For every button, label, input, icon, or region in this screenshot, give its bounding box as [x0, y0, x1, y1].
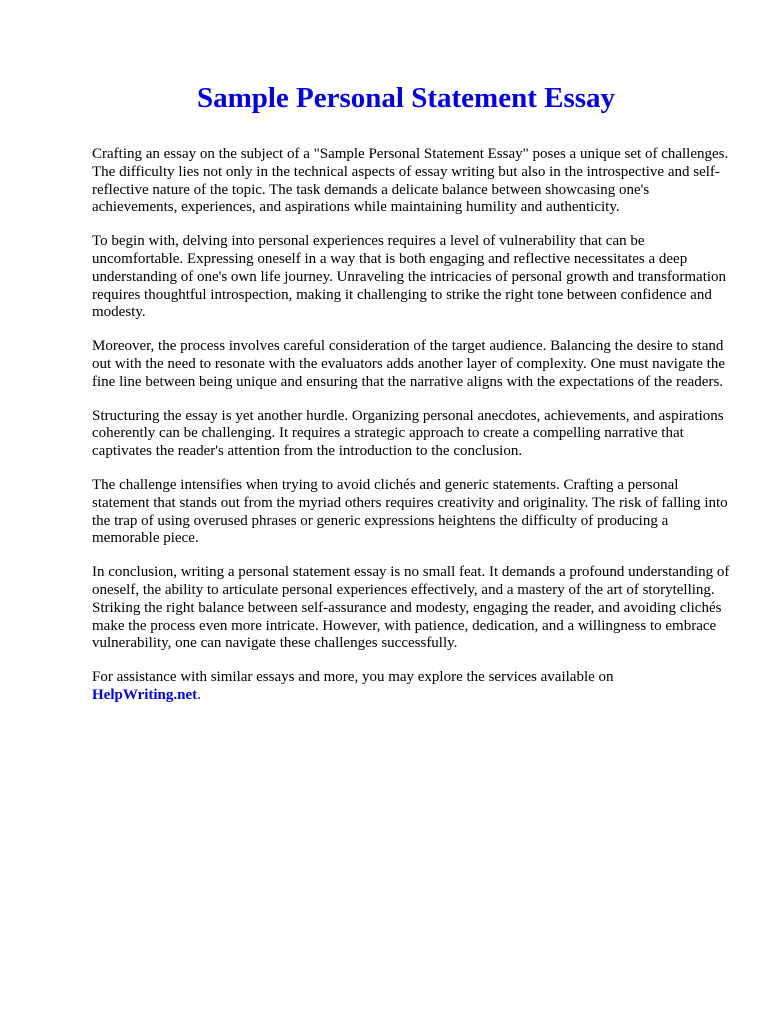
paragraph-3: Moreover, the process involves careful consideration of the target audience. Balancing the desire to stand out with the need to resonate with the evaluators adds another layer of complexity. One must navigate the fine line between being unique and ensuring that the narrative aligns with the expectations of the readers. — [92, 338, 726, 390]
paragraph-6: In conclusion, writing a personal statement essay is no small feat. It demands a profound understanding of oneself, the ability to articulate personal experiences effectively, and a mastery of the art of storytelling. Striking the right balance between self-assurance and modesty, engaging the reader, and avoiding clichés make the process even more intricate. However, with patience, dedication, and a willingness to embrace vulnerability, one can navigate these challenges successfully. — [92, 564, 730, 652]
paragraph-2: To begin with, delving into personal experiences requires a level of vulnerability that can be uncomfortable. Expressing oneself in a way that is both engaging and reflective necessitates a deep understanding of one's own life journey. Unraveling the intricacies of personal growth and transformation requires thoughtful introspection, making it challenging to strike the right tone between confidence and modesty. — [92, 233, 727, 321]
helpwriting-link[interactable]: HelpWriting.net — [92, 686, 198, 703]
essay-body — [92, 146, 738, 721]
paragraph-5: The challenge intensifies when trying to avoid clichés and generic statements. Crafting a personal statement that stands out from the myriad others requires creativity and originality. The risk of falling into the trap of using overused phrases or generic expressions heightens the difficulty of producing a memorable piece. — [92, 476, 728, 547]
paragraph-1: Crafting an essay on the subject of a "Sample Personal Statement Essay" poses a unique set of challenges. The difficulty lies not only in the technical aspects of essay writing but also in the introspective and self-reflective nature of the topic. The task demands a delicate balance between showcasing one's achievements, experiences, and aspirations while maintaining humility and authenticity. — [92, 146, 729, 216]
footer-text: For assistance with similar essays and more, you may explore the services available on — [92, 669, 614, 686]
footer-paragraph — [92, 669, 738, 705]
page-title: Sample Personal Statement Essay — [196, 82, 616, 114]
footer-period: . — [197, 686, 201, 703]
paragraph-4: Structuring the essay is yet another hurdle. Organizing personal anecdotes, achievements, and aspirations coherently can be challenging. It requires a strategic approach to create a compelling narrative that captivates the reader's attention from the introduction to the conclusion. — [92, 407, 724, 460]
